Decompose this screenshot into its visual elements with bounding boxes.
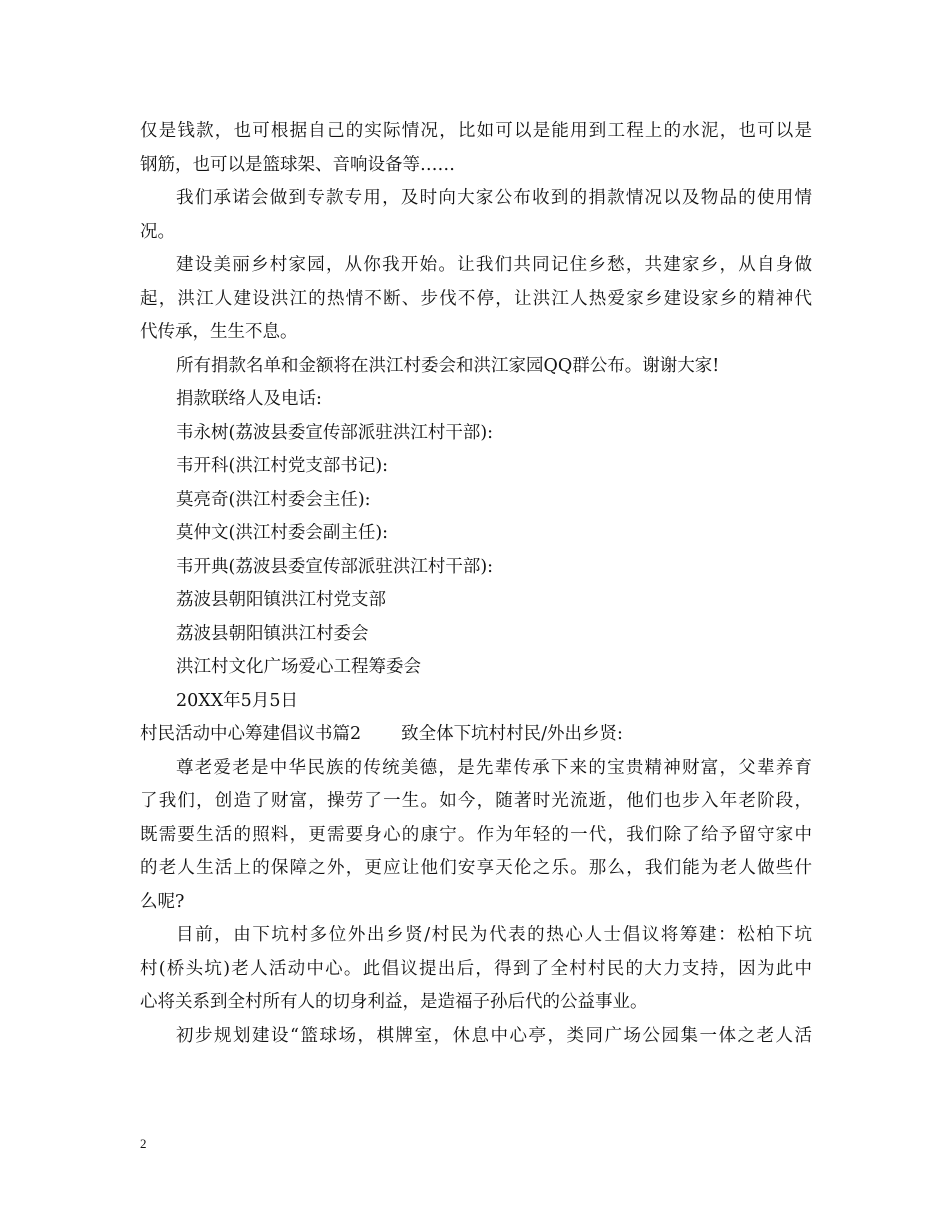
section-salutation: 致全体下坑村村民/外出乡贤: xyxy=(401,724,623,744)
paragraph-line: 建设美丽乡村家园，从你我开始。让我们共同记住乡愁，共建家乡，从自身做 xyxy=(176,255,812,275)
paragraph-line: 尊老爱老是中华民族的传统美德，是先辈传承下来的宝贵精神财富，父辈养育 xyxy=(176,757,812,778)
paragraph-line: 代传承，生生不息。 xyxy=(140,322,298,342)
section-title: 村民活动中心筹建倡议书篇2 xyxy=(140,724,362,744)
paragraph-line: 所有捐款名单和金额将在洪江村委会和洪江家园QQ群公布。谢谢大家! xyxy=(176,355,720,376)
date-line: 20XX年5月5日 xyxy=(176,690,298,711)
signature-line: 荔波县朝阳镇洪江村党支部 xyxy=(176,590,386,610)
paragraph-line: 村(桥头坑)老人活动中心。此倡议提出后，得到了全村村民的大力支持，因为此中 xyxy=(140,958,812,979)
paragraph-line: 况。 xyxy=(140,221,175,242)
contact-line: 韦开科(洪江村党支部书记): xyxy=(176,456,389,476)
signature-line: 洪江村文化广场爱心工程筹委会 xyxy=(176,657,421,677)
paragraph-line: 心将关系到全村所有人的切身利益，是造福子孙后代的公益事业。 xyxy=(140,992,648,1012)
paragraph-line: 起，洪江人建设洪江的热情不断、步伐不停，让洪江人热爱家乡建设家乡的精神代 xyxy=(140,288,812,309)
section-heading xyxy=(140,718,812,752)
paragraph-line: 初步规划建设“篮球场，棋牌室，休息中心亭，类同广场公园集一体之老人活 xyxy=(176,1025,812,1046)
signature-line: 荔波县朝阳镇洪江村委会 xyxy=(176,623,369,644)
contact-line: 韦开典(荔波县委宣传部派驻洪江村干部): xyxy=(176,556,494,577)
paragraph-line: 仅是钱款，也可根据自己的实际情况，比如可以是能用到工程上的水泥，也可以是 xyxy=(140,121,812,141)
page-number: 2 xyxy=(140,1136,147,1151)
paragraph-line: 了我们，创造了财富，操劳了一生。如今，随著时光流逝，他们也步入年老阶段， xyxy=(140,791,812,811)
contact-line: 莫仲文(洪江村委会副主任): xyxy=(176,523,389,543)
paragraph-line: 的老人生活上的保障之外，更应让他们安享天伦之乐。那么，我们能为老人做些什 xyxy=(140,858,812,878)
contact-line: 莫亮奇(洪江村委会主任): xyxy=(176,489,371,510)
contact-line: 韦永树(荔波县委宣传部派驻洪江村干部): xyxy=(176,422,494,443)
paragraph-line: 目前，由下坑村多位外出乡贤/村民为代表的热心人士倡议将筹建：松柏下坑 xyxy=(176,925,812,945)
paragraph-line: 钢筋，也可以是篮球架、音响设备等…… xyxy=(140,154,455,175)
paragraph-line: 既需要生活的照料，更需要身心的康宁。作为年轻的一代，我们除了给予留守家中 xyxy=(140,824,812,845)
paragraph-line: 我们承诺会做到专款专用，及时向大家公布收到的捐款情况以及物品的使用情 xyxy=(176,188,812,208)
contact-heading: 捐款联络人及电话: xyxy=(176,389,322,409)
document-body xyxy=(140,115,812,1053)
paragraph-line: 么呢? xyxy=(140,891,185,912)
